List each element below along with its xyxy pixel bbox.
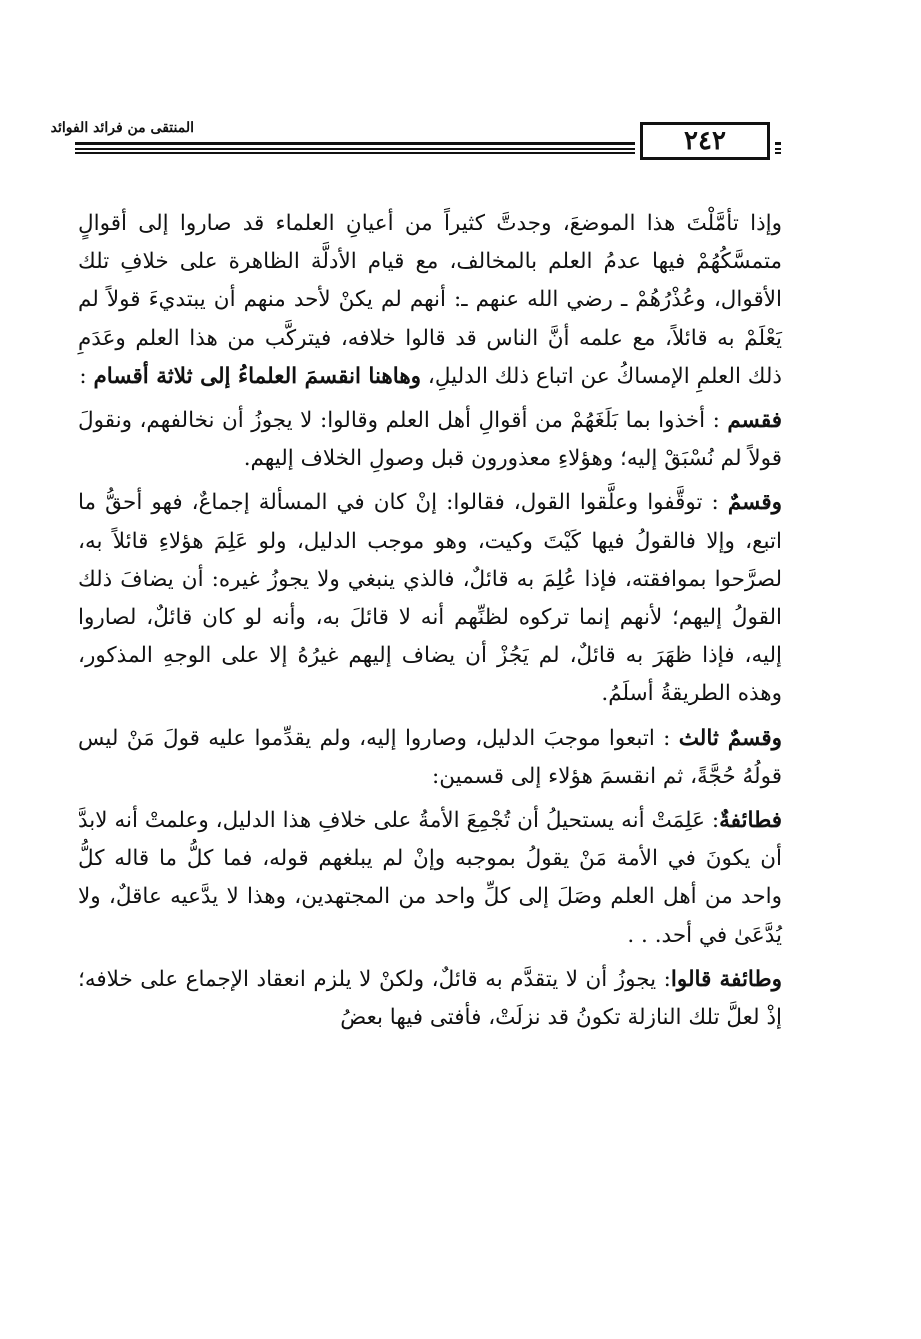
paragraph-lead: وقسمٌ ثالث — [678, 725, 782, 751]
paragraph-text: : عَلِمَتْ أنه يستحيلُ أن تُجْمِعَ الأمةُ على خلافِ هذا الدليل، وعلمتْ أنه لابدَّ أن يكونَ في الأمة مَنْ يقولُ بموجبه وإنْ لم يبلغهم قوله، فما كلُّ ما قاله كلُّ واحد من أهل العلم وصَلَ إلى كلِّ واحد من المجتهدين، وهذا لا يدَّعيه عاقلٌ، ولا يُدَّعَىٰ في أحد. . . — [78, 808, 782, 948]
paragraph-text: : أخذوا بما بَلَغَهُمْ من أقوالِ أهل العلم وقالوا: لا يجوزُ أن نخالفهم، ونقولَ قولاً لم نُسْبَقْ إليه؛ وهؤلاءِ معذورون قبل وصولِ الخلاف إليهم. — [78, 408, 782, 472]
paragraph-tail: : — [79, 363, 94, 389]
page-header — [50, 112, 781, 162]
paragraph-text: : يجوزُ أن لا يتقدَّم به قائلٌ، ولكنْ لا يلزم انعقاد الإجماع على خلافه؛ إذْ لعلَّ تلك النازلة تكونُ قد نزلَتْ، فأفتى فيها بعضُ — [78, 966, 782, 1031]
paragraph-text: وإذا تأمَّلْتَ هذا الموضعَ، وجدتَّ كثيراً من أعيانِ العلماء قد صاروا إلى أقوالٍ متمسَّكُهُمْ فيها عدمُ العلم بالمخالف، مع قيام الأدلَّة الظاهرة على خلافِ تلك الأقوال، وعُذْرُهُمْ ـ رضي الله عنهم ـ: أنهم لم يكنْ لأحد منهم أن يبتديءَ قولاً لم يَعْلَمْ به قائلاً، مع علمه أنَّ الناس قد قالوا خلافه، فيتركَّب من هذا العلم وعَدَمِ ذلك العلمِ الإمساكُ عن اتباع ذلك الدليلِ، — [78, 211, 782, 389]
paragraph-lead: وقسمٌ — [727, 490, 782, 516]
paragraph-group-2 — [78, 961, 782, 1037]
paragraph-lead: فطائفةٌ — [719, 808, 782, 834]
header-rule — [75, 142, 635, 154]
page-number: ٢٤٢ — [640, 122, 770, 160]
header-rule-end — [775, 142, 781, 154]
paragraph-section-2 — [78, 484, 782, 713]
book-title: المنتقى من فرائد الفوائد — [50, 120, 194, 136]
paragraph-section-1 — [78, 402, 782, 478]
paragraph-lead: فقسم — [727, 408, 782, 434]
paragraph-bold-phrase: وهاهنا انقسمَ العلماءُ إلى ثلاثة أقسام — [93, 363, 422, 389]
paragraph-section-3 — [78, 720, 782, 796]
page-body — [78, 205, 782, 1037]
paragraph-text: : اتبعوا موجبَ الدليل، وصاروا إليه، ولم يقدِّموا عليه قولَ مَنْ ليس قولُهُ حُجَّةً، ثم انقسمَ هؤلاء إلى قسمين: — [78, 725, 782, 789]
paragraph-lead: وطائفة قالوا — [670, 966, 782, 992]
paragraph-intro — [78, 205, 782, 396]
paragraph-group-1 — [78, 802, 782, 955]
paragraph-text: : توقَّفوا وعلَّقوا القول، فقالوا: إنْ كان في المسألة إجماعٌ، فهو أحقُّ ما اتبع، وإلا فالقولُ فيها كَيْتَ وكيت، وهو موجب الدليل، ولو عَلِمَ هؤلاءِ قائلاً به، لصرَّحوا بموافقته، فإذا عُلِمَ به قائلٌ، فالذي ينبغي ولا يجوزُ غيره: أن يضافَ ذلك القولُ إليهم؛ لأنهم إنما تركوه لظنِّهم أنه لا قائلَ به، وأنه لو كان قائلٌ، لصاروا إليه، فإذا ظهَرَ به قائلٌ، لم يَجُزْ أن يضاف إليهم غيرُهُ إلا على الوجهِ المذكور، وهذه الطريقةُ أسلَمُ. — [78, 490, 782, 707]
